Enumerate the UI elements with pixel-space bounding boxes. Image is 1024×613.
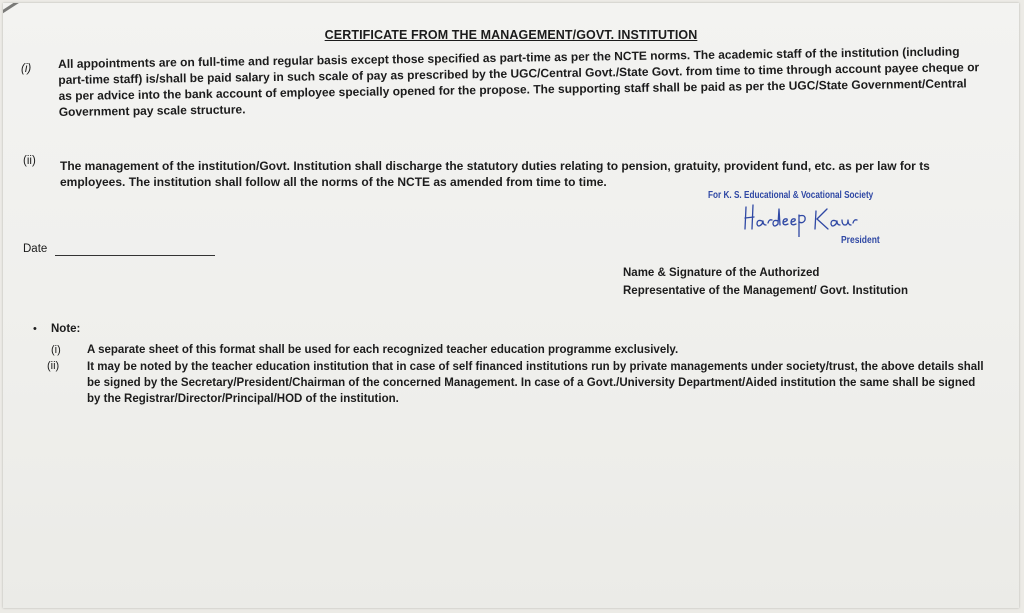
clause-text: All appointments are on full-time and regular basis except those specified as part-time as per the NCTE norms. The academic staff of the institution (including part-time staff) is/shall be paid salary in such scale of pay as prescribed by the UGC/Central Govt./State Govt. from time to time through account payee cheque or as per advice into the bank account of employee specially opened for the propose. The supporting staff shall be paid as per the UGC/State Government/Central Government pay scale structure. bbox=[58, 44, 980, 119]
paper-fold-line bbox=[3, 3, 101, 26]
date-field-line[interactable] bbox=[55, 255, 215, 256]
date-label: Date bbox=[23, 243, 48, 255]
authorized-line-1: Name & Signature of the Authorized bbox=[623, 267, 820, 279]
handwritten-signature bbox=[740, 203, 870, 237]
authorized-line-2: Representative of the Management/ Govt. Institution bbox=[623, 285, 908, 297]
note-bullet-icon: • bbox=[33, 323, 37, 335]
stamp-role: President bbox=[841, 235, 880, 246]
clause-number: (i) bbox=[21, 63, 32, 75]
note-item-number: (i) bbox=[51, 344, 61, 356]
clause-text: The management of the institution/Govt. Institution shall discharge the statutory duties relating to pension, gratuity, provident fund, etc. as per law for ts employees. The institution shall follow all the norms of the NCTE as amended from time to time. bbox=[60, 159, 930, 189]
clause-number: (ii) bbox=[23, 155, 36, 167]
authorized-signatory-caption bbox=[623, 264, 908, 300]
document-title: CERTIFICATE FROM THE MANAGEMENT/GOVT. INSTITUTION bbox=[324, 28, 698, 42]
document-page bbox=[3, 3, 1019, 608]
note-item-number: (ii) bbox=[47, 360, 60, 372]
note-item-text: A separate sheet of this format shall be used for each recognized teacher education programme exclusively. bbox=[87, 344, 679, 356]
stamp-organization: For K. S. Educational & Vocational Society bbox=[708, 190, 874, 201]
note-item-text: It may be noted by the teacher education institution that in case of self financed institutions run by private managements under society/trust, the above details shall be signed by the Secretary/President/Chairman of the concerned Management. In case of a Govt./University Department/Aided institution the same shall be signed by the Registrar/Director/Principal/HOD of the institution. bbox=[87, 361, 984, 405]
note-heading: Note: bbox=[51, 323, 81, 335]
signature-stamp bbox=[708, 190, 888, 246]
